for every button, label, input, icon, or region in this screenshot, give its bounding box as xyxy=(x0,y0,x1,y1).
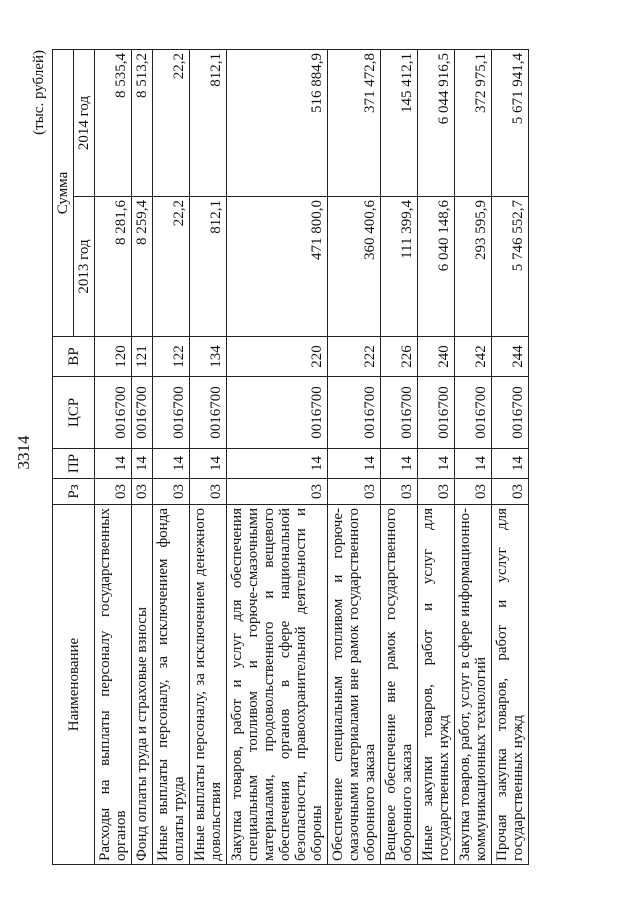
row-pr: 14 xyxy=(328,449,381,479)
row-name: Иные закупки товаров, работ и услуг для государственных нужд xyxy=(418,505,455,865)
table-row xyxy=(190,49,227,864)
row-vr: 121 xyxy=(132,337,153,377)
row-2014: 516 884,9 xyxy=(227,49,328,196)
row-pr: 14 xyxy=(227,449,328,479)
row-vr: 242 xyxy=(455,337,492,377)
header-csr: ЦСР xyxy=(53,377,95,449)
row-name: Расходы на выплаты персоналу государственных органов xyxy=(95,505,132,865)
table-row xyxy=(227,49,328,864)
row-rz: 03 xyxy=(328,479,381,505)
row-pr: 14 xyxy=(153,449,190,479)
header-2013: 2013 год xyxy=(74,197,95,337)
row-rz: 03 xyxy=(227,479,328,505)
row-vr: 134 xyxy=(190,337,227,377)
table-row xyxy=(418,49,455,864)
row-vr: 122 xyxy=(153,337,190,377)
row-2014: 22,2 xyxy=(153,49,190,196)
row-vr: 120 xyxy=(95,337,132,377)
row-csr: 0016700 xyxy=(190,377,227,449)
row-name: Прочая закупка товаров, работ и услуг для государственных нужд xyxy=(492,505,529,865)
row-2013: 8 281,6 xyxy=(95,197,132,337)
row-rz: 03 xyxy=(418,479,455,505)
row-vr: 222 xyxy=(328,337,381,377)
row-csr: 0016700 xyxy=(132,377,153,449)
row-rz: 03 xyxy=(132,479,153,505)
row-rz: 03 xyxy=(95,479,132,505)
row-name: Вещевое обеспечение вне рамок государственного оборонного заказа xyxy=(381,505,418,865)
row-2014: 371 472,8 xyxy=(328,49,381,196)
table-row xyxy=(492,49,529,864)
row-csr: 0016700 xyxy=(381,377,418,449)
row-2014: 8 513,2 xyxy=(132,49,153,196)
row-rz: 03 xyxy=(455,479,492,505)
row-vr: 226 xyxy=(381,337,418,377)
row-2014: 145 412,1 xyxy=(381,49,418,196)
budget-table xyxy=(52,49,529,865)
row-rz: 03 xyxy=(492,479,529,505)
page-number: 3314 xyxy=(14,435,33,470)
row-pr: 14 xyxy=(381,449,418,479)
row-pr: 14 xyxy=(418,449,455,479)
row-name: Закупка товаров, работ, услуг в сфере информационно-коммуникационных технологий xyxy=(455,505,492,865)
row-csr: 0016700 xyxy=(227,377,328,449)
header-vr: ВР xyxy=(53,337,95,377)
row-pr: 14 xyxy=(190,449,227,479)
row-2013: 5 746 552,7 xyxy=(492,197,529,337)
row-2013: 111 399,4 xyxy=(381,197,418,337)
header-sum: Сумма xyxy=(53,49,74,336)
row-csr: 0016700 xyxy=(328,377,381,449)
row-rz: 03 xyxy=(190,479,227,505)
row-csr: 0016700 xyxy=(492,377,529,449)
row-name: Закупка товаров, работ и услуг для обеспечения специальным топливом и горюче-смазочными материалами, продовольственного и вещевого обеспечения органов в сфере национальной безопасности, правоохранительной деятельности и обороны xyxy=(227,505,328,865)
row-2014: 5 671 941,4 xyxy=(492,49,529,196)
row-rz: 03 xyxy=(153,479,190,505)
row-csr: 0016700 xyxy=(455,377,492,449)
row-2013: 293 595,9 xyxy=(455,197,492,337)
row-2013: 812,1 xyxy=(190,197,227,337)
row-vr: 220 xyxy=(227,337,328,377)
table-row xyxy=(95,49,132,864)
row-rz: 03 xyxy=(381,479,418,505)
row-pr: 14 xyxy=(95,449,132,479)
header-2014: 2014 год xyxy=(74,49,95,196)
row-name: Обеспечение специальным топливом и горюче-смазочными материалами вне рамок государственного оборонного заказа xyxy=(328,505,381,865)
row-pr: 14 xyxy=(492,449,529,479)
row-2013: 6 040 148,6 xyxy=(418,197,455,337)
row-vr: 240 xyxy=(418,337,455,377)
row-csr: 0016700 xyxy=(95,377,132,449)
header-rz: Рз xyxy=(53,479,95,505)
header-name: Наименование xyxy=(53,505,95,865)
row-2013: 471 800,0 xyxy=(227,197,328,337)
row-csr: 0016700 xyxy=(418,377,455,449)
table-row xyxy=(328,49,381,864)
row-pr: 14 xyxy=(132,449,153,479)
row-2013: 22,2 xyxy=(153,197,190,337)
row-pr: 14 xyxy=(455,449,492,479)
row-2013: 8 259,4 xyxy=(132,197,153,337)
row-name: Иные выплаты персоналу, за исключением фонда оплаты труда xyxy=(153,505,190,865)
row-2014: 6 044 916,5 xyxy=(418,49,455,196)
row-2014: 812,1 xyxy=(190,49,227,196)
header-pr: ПР xyxy=(53,449,95,479)
row-name: Иные выплаты персоналу, за исключением денежного довольствия xyxy=(190,505,227,865)
row-csr: 0016700 xyxy=(153,377,190,449)
row-name: Фонд оплаты труда и страховые взносы xyxy=(132,505,153,865)
table-row xyxy=(381,49,418,864)
row-2013: 360 400,6 xyxy=(328,197,381,337)
row-vr: 244 xyxy=(492,337,529,377)
row-2014: 8 535,4 xyxy=(95,49,132,196)
table-row xyxy=(132,49,153,864)
row-2014: 372 975,1 xyxy=(455,49,492,196)
units-label: (тыс. рублей) xyxy=(31,50,47,135)
table-row xyxy=(153,49,190,864)
table-row xyxy=(455,49,492,864)
